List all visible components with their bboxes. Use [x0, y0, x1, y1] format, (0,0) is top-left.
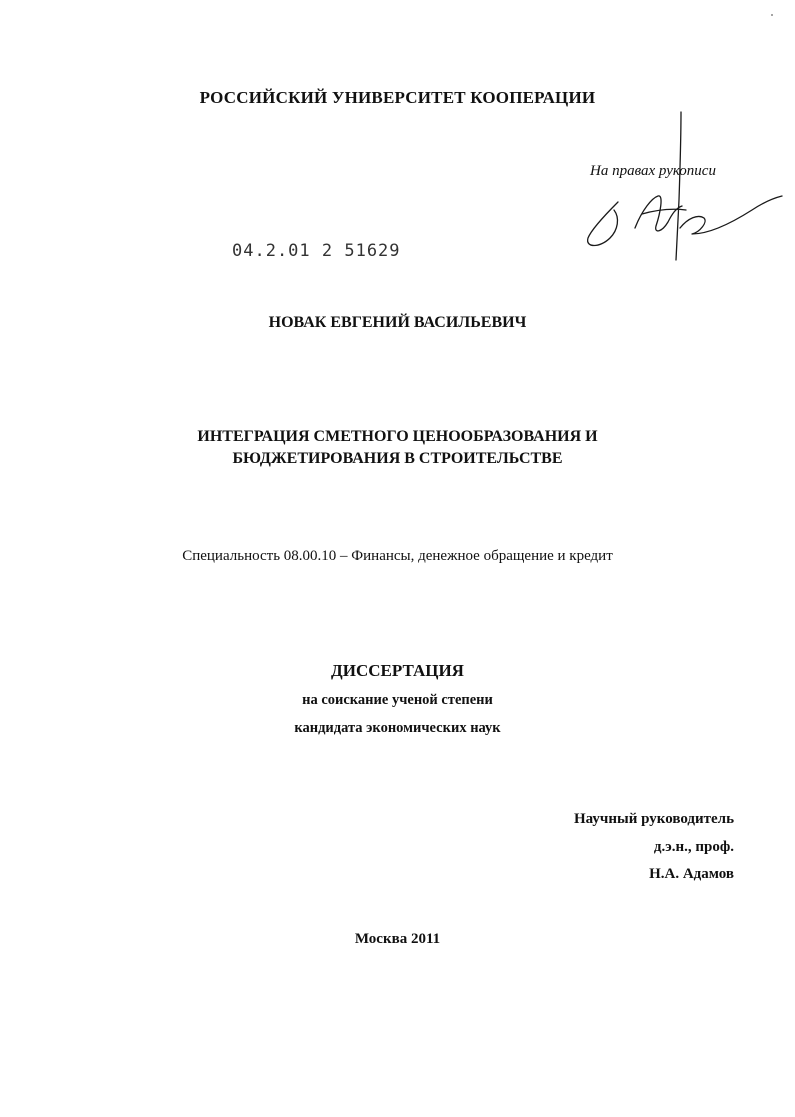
- author-name: НОВАК ЕВГЕНИЙ ВАСИЛЬЕВИЧ: [268, 314, 527, 331]
- specialty-line: Специальность 08.00.10 – Финансы, денежное обращение и кредит: [182, 548, 613, 564]
- title-line-1: ИНТЕГРАЦИЯ СМЕТНОГО ЦЕНООБРАЗОВАНИЯ И: [197, 428, 598, 445]
- archive-stamp-code: 04.2.01 2 51629: [232, 241, 401, 261]
- handwritten-signature: [580, 110, 785, 265]
- signature-loop: [588, 202, 618, 246]
- title-line-2: БЮДЖЕТИРОВАНИЯ В СТРОИТЕЛЬСТВЕ: [232, 450, 563, 467]
- university-name: РОССИЙСКИЙ УНИВЕРСИТЕТ КООПЕРАЦИИ: [199, 88, 596, 107]
- document-type: ДИССЕРТАЦИЯ: [331, 661, 464, 680]
- signature-crossbar: [642, 209, 686, 214]
- signature-tail: [680, 196, 782, 234]
- signature-vertical-stroke: [676, 112, 681, 260]
- city-year: Москва 2011: [354, 931, 441, 947]
- advisor-role: Научный руководитель: [574, 811, 734, 827]
- advisor-name: Н.А. Адамов: [649, 866, 734, 882]
- scan-speck: [771, 14, 773, 16]
- dissertation-title: [0, 426, 795, 470]
- degree-line-2: кандидата экономических наук: [294, 720, 501, 736]
- advisor-degree: д.э.н., проф.: [653, 839, 734, 855]
- rights-note: На правах рукописи: [590, 163, 716, 179]
- degree-line-1: на соискание ученой степени: [302, 692, 493, 708]
